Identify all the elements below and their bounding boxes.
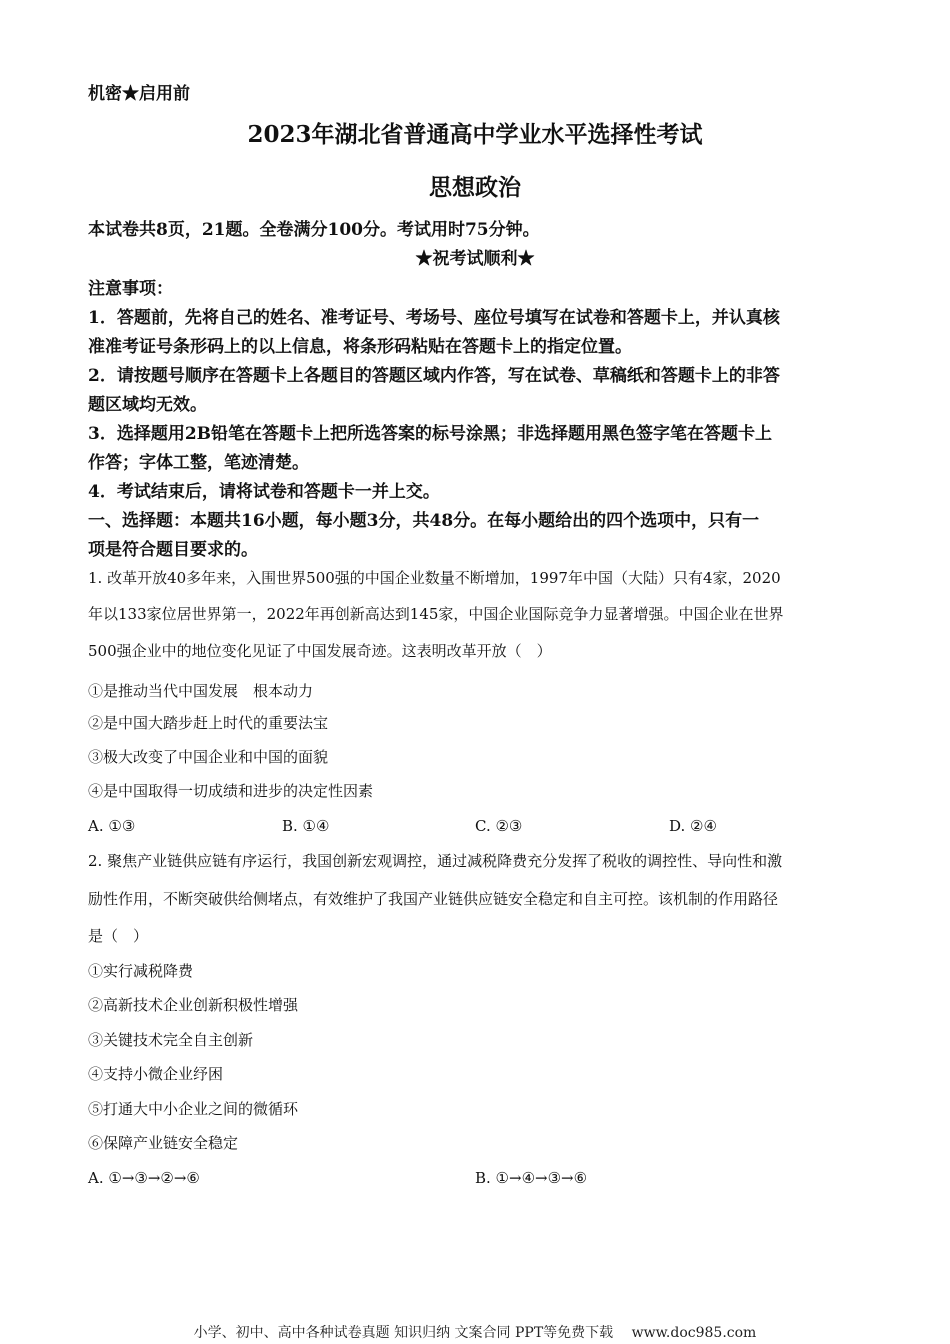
statement: ⑤打通大中小企业之间的微循环 xyxy=(88,1100,299,1118)
note-line: 题区域均无效。 xyxy=(88,395,207,415)
question-stem-line: 2. 聚焦产业链供应链有序运行，我国创新宏观调控，通过减税降费充分发挥了税收的调控性、导向性和激 xyxy=(88,852,783,870)
question-stem-line: 500强企业中的地位变化见证了中国发展奇迹。这表明改革开放（ ） xyxy=(88,642,552,660)
question-stem-line: 励性作用，不断突破供给侧堵点，有效维护了我国产业链供应链安全稳定和自主可控。该机制的作用路径 xyxy=(88,890,779,908)
confidential-label: 机密★启用前 xyxy=(88,84,190,104)
statement: ④是中国取得一切成绩和进步的决定性因素 xyxy=(88,782,374,800)
exam-title: 2023年湖北省普通高中学业水平选择性考试 xyxy=(247,121,703,148)
subject-title: 思想政治 xyxy=(429,174,521,201)
section-heading-line: 一、选择题：本题共16小题，每小题3分，共48分。在每小题给出的四个选项中，只有一 xyxy=(88,511,760,531)
statement: ③关键技术完全自主创新 xyxy=(88,1031,254,1049)
notes-heading: 注意事项： xyxy=(88,279,173,299)
note-line: 作答；字体工整，笔迹清楚。 xyxy=(88,453,309,473)
good-luck-banner: ★祝考试顺利★ xyxy=(415,249,535,269)
answer-option-d: D. ②④ xyxy=(669,817,717,835)
answer-option-b: B. ①④ xyxy=(282,817,330,835)
statement: ①实行减税降费 xyxy=(88,962,194,980)
statement: ⑥保障产业链安全稳定 xyxy=(88,1134,239,1152)
statement: ②是中国大踏步赶上时代的重要法宝 xyxy=(88,714,329,732)
question-stem-line: 年以133家位居世界第一，2022年再创新高达到145家，中国企业国际竞争力显著增强。中国企业在世界 xyxy=(88,605,784,623)
section-heading-line: 项是符合题目要求的。 xyxy=(88,540,258,560)
answer-option-c: C. ②③ xyxy=(475,817,523,835)
question-stem-line: 是（ ） xyxy=(88,927,149,945)
page-footer: 小学、初中、高中各种试卷真题 知识归纳 文案合同 PPT等免费下载 www.doc985.com xyxy=(193,1325,757,1341)
answer-option-b: B. ①→④→③→⑥ xyxy=(475,1169,588,1187)
exam-info: 本试卷共8页，21题。全卷满分100分。考试用时75分钟。 xyxy=(88,220,540,240)
answer-option-a: A. ①③ xyxy=(88,817,136,835)
note-line: 3．选择题用2B铅笔在答题卡上把所选答案的标号涂黑；非选择题用黑色签字笔在答题卡上 xyxy=(88,424,773,444)
note-line: 4．考试结束后，请将试卷和答题卡一并上交。 xyxy=(88,482,440,502)
note-line: 2．请按题号顺序在答题卡上各题目的答题区域内作答，写在试卷、草稿纸和答题卡上的非答 xyxy=(88,366,780,386)
statement: ③极大改变了中国企业和中国的面貌 xyxy=(88,748,329,766)
note-line: 1．答题前，先将自己的姓名、准考证号、考场号、座位号填写在试卷和答题卡上，并认真核 xyxy=(88,308,780,328)
statement: ①是推动当代中国发展 根本动力 xyxy=(88,682,314,700)
note-line: 准准考证号条形码上的以上信息，将条形码粘贴在答题卡上的指定位置。 xyxy=(88,337,632,357)
statement: ②高新技术企业创新积极性增强 xyxy=(88,996,299,1014)
answer-option-a: A. ①→③→②→⑥ xyxy=(88,1169,200,1187)
statement: ④支持小微企业纾困 xyxy=(88,1065,224,1083)
question-stem-line: 1. 改革开放40多年来，入围世界500强的中国企业数量不断增加，1997年中国（大陆）只有4家，2020 xyxy=(88,569,781,587)
